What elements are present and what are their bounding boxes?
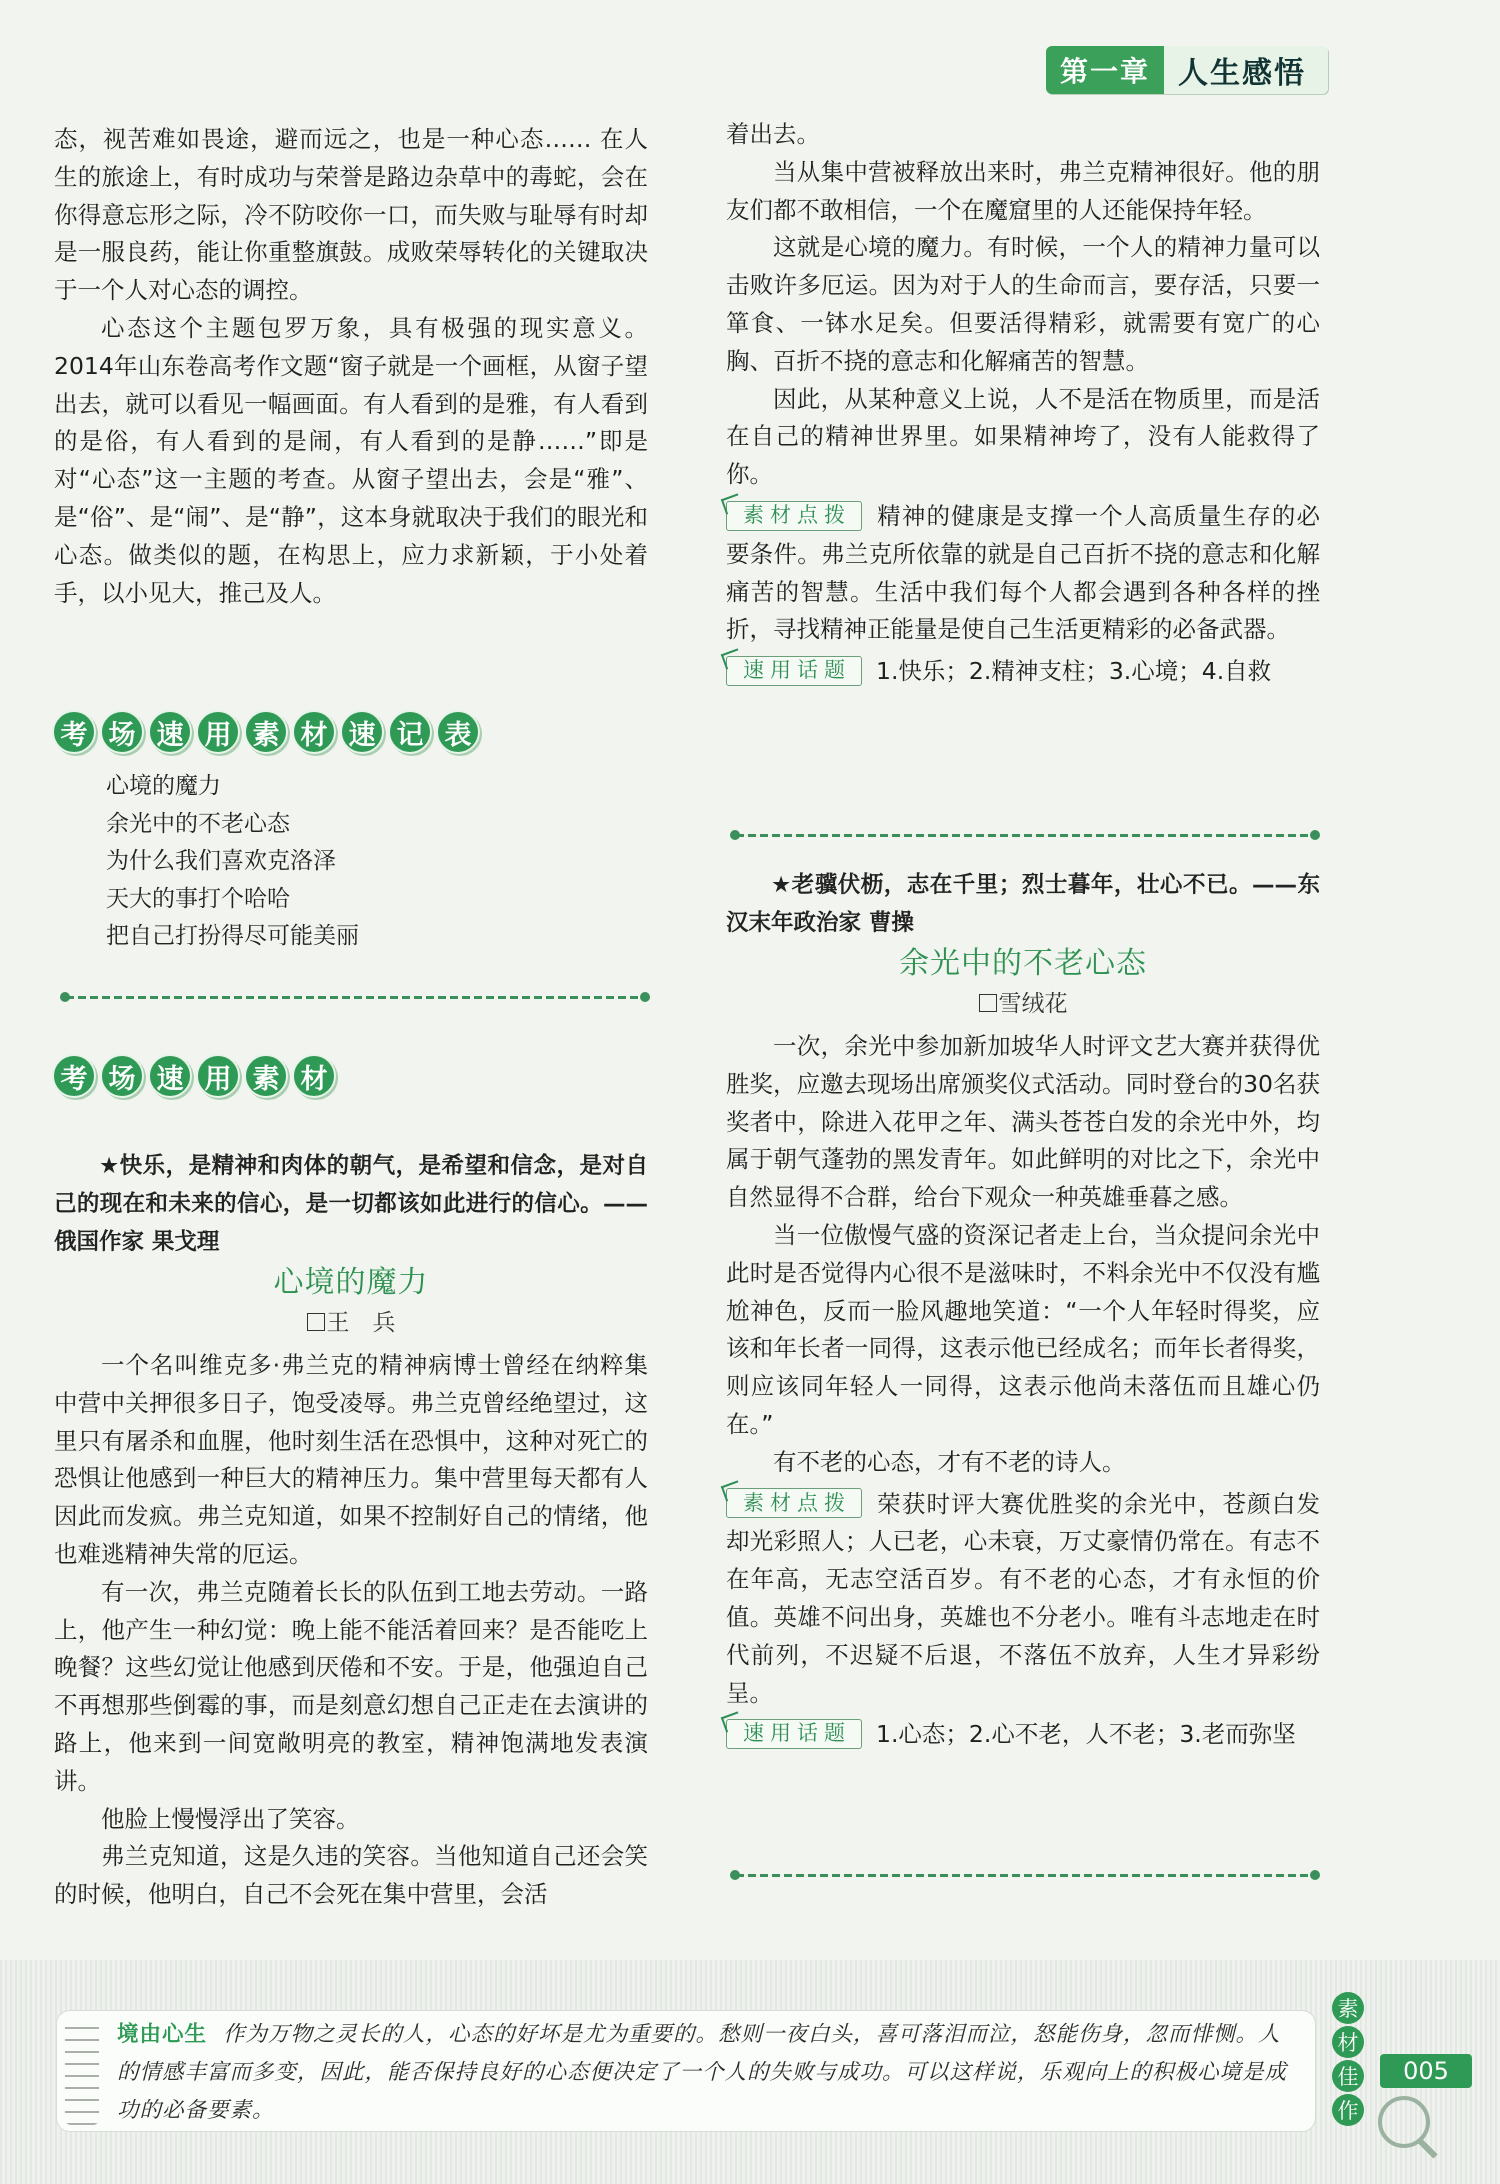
byline [54, 1305, 648, 1341]
divider [66, 996, 644, 999]
section-title-char: 速 [340, 710, 384, 754]
article-paragraph: 当一位傲慢气盛的资深记者走上台，当众提问余光中此时是否觉得内心很不是滋味时，不料余光中不仅没有尴尬神色，反而一脸风趣地笑道：“一个人年轻时得奖，应该和年长者一同得，这表示他已经成名；而年长者得奖，则应该同年轻人一同得，这表示他尚未落伍而且雄心仍在。” [726, 1220, 1320, 1438]
intro-paragraph-2: 心态这个主题包罗万象，具有极强的现实意义。2014年山东卷高考作文题“窗子就是一个画框，从窗子望出去，就可以看见一幅画面。有人看到的是雅，有人看到的是俗，有人看到的是闹，有人看到的是静……”即是对“心态”这一主题的考查。从窗子望出去，会是“雅”、是“俗”、是“闹”、是“静”，这本身就取决于我们的眼光和心态。做类似的题，在构思上，应力求新颖，于小处着手，以小见大，推己及人。 [54, 313, 648, 607]
footer-card [56, 2010, 1316, 2132]
tip-paragraph [726, 498, 1320, 649]
section-title-char: 材 [292, 1054, 336, 1098]
article-2 [726, 866, 1320, 1754]
topic-paragraph [726, 653, 1320, 691]
author-name: 王 兵 [326, 1310, 396, 1336]
section-title-char: 场 [100, 710, 144, 754]
topic-text: 1.快乐；2.精神支柱；3.心境；4.自救 [876, 657, 1272, 686]
article-1 [54, 1147, 648, 1914]
divider [736, 1874, 1314, 1877]
tip-text: 荣获时评大赛优胜奖的余光中，苍颜白发却光彩照人；人已老，心未衰，万丈豪情仍常在。有志不在年高，无志空活百岁。有不老的心态，才有永恒的价值。英雄不问出身，英雄也不分老小。唯有斗志地走在时代前列，不迟疑不后退，不落伍不放弃，人生才异彩纷呈。 [726, 1489, 1320, 1707]
topic-text: 1.心态；2.心不老，人不老；3.老而弥坚 [876, 1720, 1296, 1749]
article-title: 心境的魔力 [273, 1265, 429, 1300]
article-paragraph: 当从集中营被释放出来时，弗兰克精神很好。他的朋友们都不敢相信，一个在魔窟里的人还能保持年轻。 [726, 157, 1320, 224]
section-title-char: 素 [244, 710, 288, 754]
footer-text [117, 2011, 1291, 2130]
section-title-char: 用 [196, 1054, 240, 1098]
intro-paragraph-1: 态，视苦难如畏途，避而远之，也是一种心态…… 在人生的旅途上，有时成功与荣誉是路边杂草中的毒蛇，会在你得意忘形之际，冷不防咬你一口，而失败与耻辱有时却是一服良药，能让你重整旗鼓。成败荣辱转化的关键取决于一个人对心态的调控。 [54, 125, 648, 305]
section-title-char: 速 [148, 710, 192, 754]
article-paragraph: 他脸上慢慢浮出了笑容。 [101, 1804, 360, 1833]
section-title-char: 场 [100, 1054, 144, 1098]
list-item: 余光中的不老心态 [106, 810, 290, 837]
quote: ★快乐，是精神和肉体的朝气，是希望和信念，是对自己的现在和未来的信心，是一切都该如此进行的信心。——俄国作家 果戈理 [54, 1153, 648, 1255]
topic-label: 速用话题 [726, 656, 862, 686]
material-list [54, 768, 648, 956]
tip-paragraph [726, 1486, 1320, 1713]
section-title-char: 考 [52, 710, 96, 754]
section-title-char: 材 [292, 710, 336, 754]
list-item: 天大的事打个哈哈 [106, 885, 290, 912]
chapter-name: 人生感悟 [1164, 46, 1328, 94]
article-paragraph: 有不老的心态，才有不老的诗人。 [773, 1447, 1126, 1476]
topic-paragraph [726, 1716, 1320, 1754]
footer-body: 作为万物之灵长的人，心态的好坏是尤为重要的。愁则一夜白头，喜可落泪而泣，怒能伤身，忽而悱恻。人的情感丰富而多变，因此，能否保持良好的心态便决定了一个人的失败与成功。可以这样说，乐观向上的积极心境是成功的必备要素。 [117, 2022, 1288, 2123]
chapter-header [1046, 46, 1328, 94]
side-label-char: 素 [1332, 1992, 1364, 2024]
article-paragraph: 有一次，弗兰克随着长长的队伍到工地去劳动。一路上，他产生一种幻觉：晚上能不能活着回来？是否能吃上晚餐？这些幻觉让他感到厌倦和不安。于是，他强迫自己不再想那些倒霉的事，而是刻意幻想自己正走在去演讲的路上，他来到一间宽敞明亮的教室，精神饱满地发表演讲。 [54, 1577, 648, 1795]
article-paragraph: 一次，余光中参加新加坡华人时评文艺大赛并获得优胜奖，应邀去现场出席颁奖仪式活动。同时登台的30名获奖者中，除进入花甲之年、满头苍苍白发的余光中外，均属于朝气蓬勃的黑发青年。如此鲜明的对比之下，余光中自然显得不合群，给台下观众一种英雄垂暮之感。 [726, 1032, 1320, 1212]
spiral-binding-icon [65, 2021, 99, 2125]
author-name: 雪绒花 [998, 991, 1068, 1017]
side-label-char: 作 [1332, 2094, 1364, 2126]
list-item: 把自己打扮得尽可能美丽 [106, 923, 359, 949]
tip-label: 素材点拨 [726, 1488, 862, 1518]
article-title: 余光中的不老心态 [899, 946, 1147, 981]
article-paragraph: 因此，从某种意义上说，人不是活在物质里，而是活在自己的精神世界里。如果精神垮了，没有人能救得了你。 [726, 384, 1320, 489]
author-box-icon [979, 994, 997, 1012]
magnifier-icon [1378, 2096, 1430, 2148]
tip-text: 精神的健康是支撑一个人高质量生存的必要条件。弗兰克所依靠的就是自己百折不挠的意志和化解痛苦的智慧。生活中我们每个人都会遇到各种各样的挫折，寻找精神正能量是使自己生活更精彩的必备武器。 [726, 501, 1320, 644]
side-label [1332, 1992, 1372, 2126]
divider [736, 834, 1314, 837]
section-title-char: 表 [436, 710, 480, 754]
list-item: 心境的魔力 [106, 773, 221, 799]
side-label-char: 材 [1332, 2026, 1364, 2058]
section-title-char: 考 [52, 1054, 96, 1098]
quote: ★老骥伏枥，志在千里；烈士暮年，壮心不已。——东汉末年政治家 曹操 [726, 872, 1320, 936]
article-paragraph: 着出去。 [726, 120, 820, 148]
section-title-quick-table [52, 710, 480, 754]
author-box-icon [307, 1313, 325, 1331]
tip-label: 素材点拨 [726, 501, 862, 531]
article-paragraph: 弗兰克知道，这是久违的笑容。当他知道自己还会笑的时候，他明白，自己不会死在集中营里，会活 [54, 1842, 648, 1909]
section-title-char: 用 [196, 710, 240, 754]
section-title-char: 速 [148, 1054, 192, 1098]
chapter-number: 第一章 [1046, 46, 1164, 94]
page-number: 005 [1380, 2054, 1472, 2088]
section-title-quick-material [52, 1054, 336, 1098]
article-1-continued [726, 116, 1320, 691]
article-paragraph: 一个名叫维克多·弗兰克的精神病博士曾经在纳粹集中营中关押很多日子，饱受凌辱。弗兰克曾经绝望过，这里只有屠杀和血腥，他时刻生活在恐惧中，这种对死亡的恐惧让他感到一种巨大的精神压力。集中营里每天都有人因此而发疯。弗兰克知道，如果不控制好自己的情绪，他也难逃精神失常的厄运。 [54, 1351, 648, 1568]
side-label-char: 佳 [1332, 2060, 1364, 2092]
list-item: 为什么我们喜欢克洛泽 [106, 848, 336, 874]
left-intro [54, 121, 648, 612]
topic-label: 速用话题 [726, 1719, 862, 1749]
byline [726, 986, 1320, 1022]
section-title-char: 记 [388, 710, 432, 754]
article-paragraph: 这就是心境的魔力。有时候，一个人的精神力量可以击败许多厄运。因为对于人的生命而言，要存活，只要一箪食、一钵水足矣。但要活得精彩，就需要有宽广的心胸、百折不挠的意志和化解痛苦的智慧。 [726, 233, 1320, 375]
section-title-char: 素 [244, 1054, 288, 1098]
footer-lead: 境由心生 [117, 2022, 208, 2047]
